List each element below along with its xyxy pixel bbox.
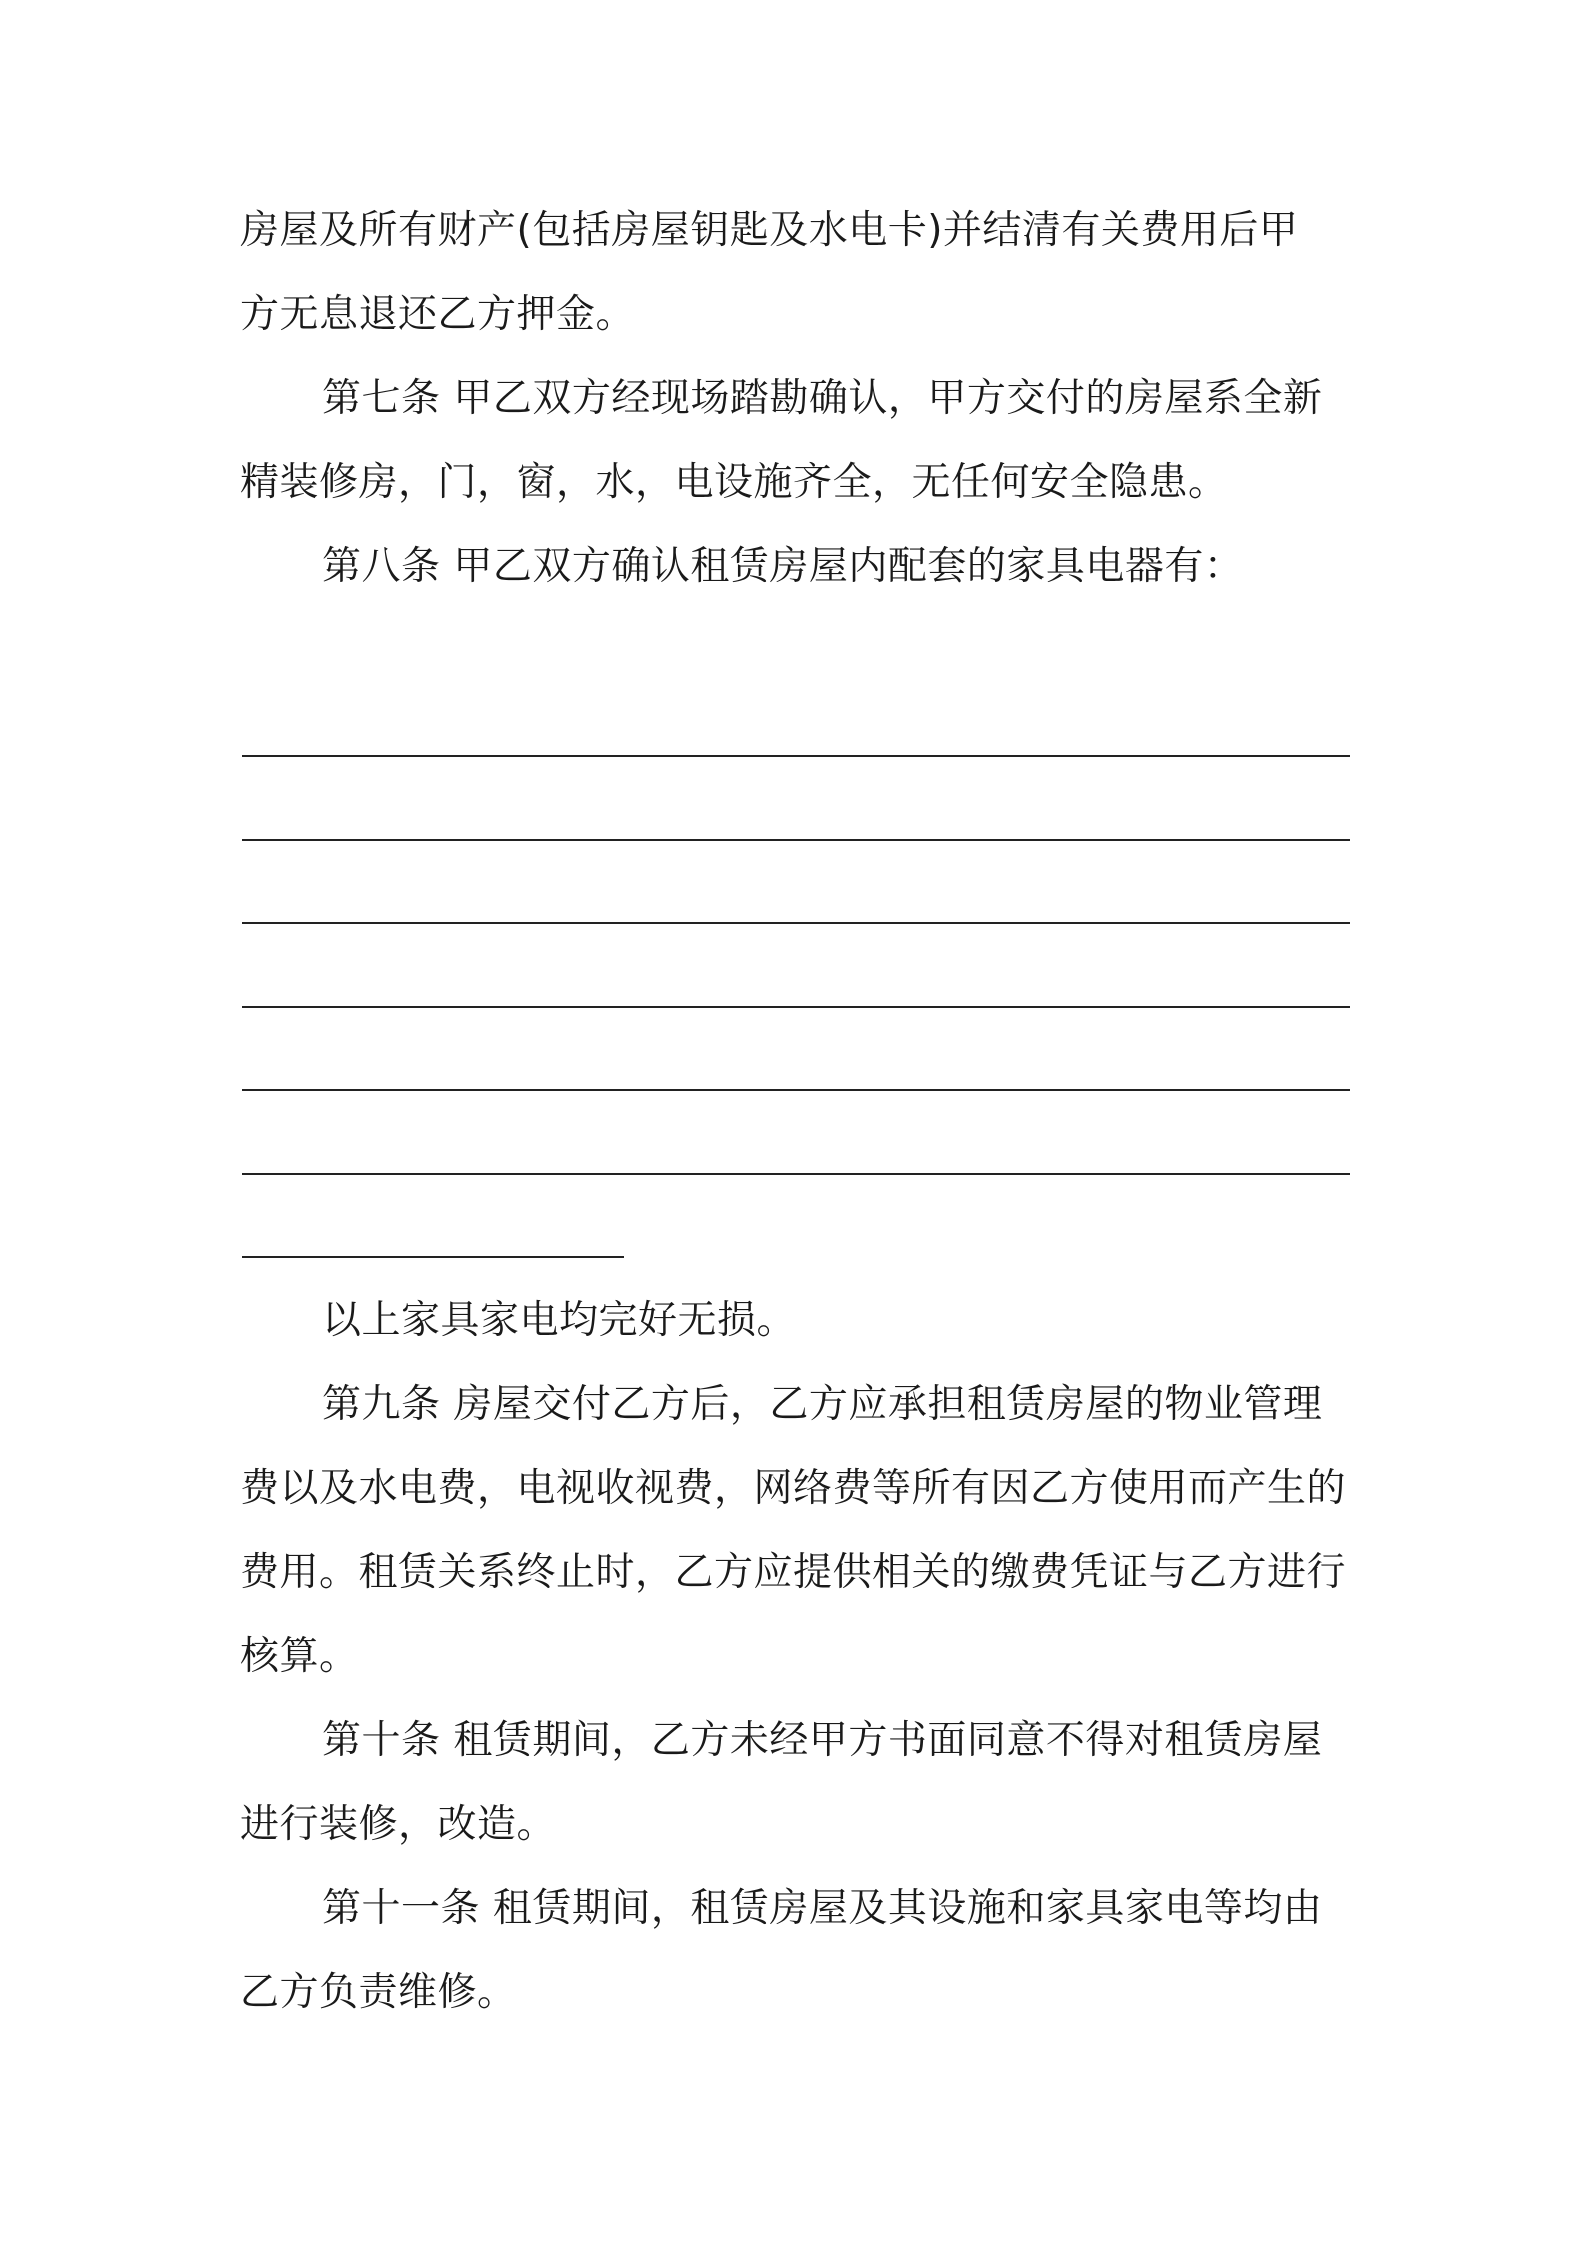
fill-in-blank-line	[242, 1256, 624, 1258]
article-10-line-1: 第十条 租赁期间，乙方未经甲方书面同意不得对租赁房屋	[322, 1718, 1323, 1763]
article-11-line-2: 乙方负责维修。	[240, 1970, 517, 2015]
article-10-line-2: 进行装修，改造。	[240, 1802, 557, 1847]
article-9-line-1: 第九条 房屋交付乙方后，乙方应承担租赁房屋的物业管理	[322, 1382, 1323, 1427]
article-9-line-4: 核算。	[240, 1634, 359, 1679]
fill-in-blank-line	[242, 839, 1350, 841]
fill-in-blank-line	[242, 922, 1350, 924]
paragraph-6-line-2: 方无息退还乙方押金。	[240, 292, 636, 337]
article-7-line-1: 第七条 甲乙双方经现场踏勘确认，甲方交付的房屋系全新	[322, 376, 1323, 421]
article-11-line-1: 第十一条 租赁期间，租赁房屋及其设施和家具家电等均由	[322, 1886, 1323, 1931]
furniture-note: 以上家具家电均完好无损。	[322, 1298, 797, 1343]
article-9-line-3: 费用。租赁关系终止时，乙方应提供相关的缴费凭证与乙方进行	[240, 1550, 1347, 1595]
paragraph-6-line-1: 房屋及所有财产(包括房屋钥匙及水电卡)并结清有关费用后甲	[240, 208, 1299, 253]
fill-in-blank-line	[242, 1173, 1350, 1175]
article-8-line-1: 第八条 甲乙双方确认租赁房屋内配套的家具电器有：	[322, 544, 1244, 589]
fill-in-blank-line	[242, 1089, 1350, 1091]
fill-in-blank-line	[242, 755, 1350, 757]
article-7-line-2: 精装修房，门，窗，水，电设施齐全，无任何安全隐患。	[240, 460, 1228, 505]
article-9-line-2: 费以及水电费，电视收视费，网络费等所有因乙方使用而产生的	[240, 1466, 1347, 1511]
fill-in-blank-line	[242, 1006, 1350, 1008]
